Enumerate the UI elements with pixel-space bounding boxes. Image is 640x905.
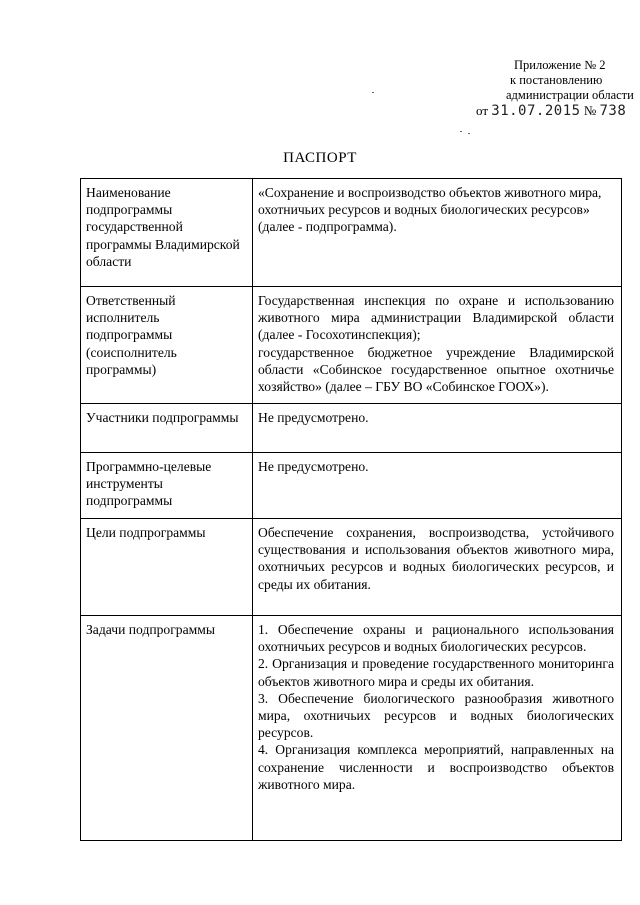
- appendix-number: Приложение № 2: [514, 58, 606, 72]
- row-paragraph: «Сохранение и воспроизводство объектов животного мира, охотничьих ресурсов и водных биологических ресурсов» (далее - подпрограмма).: [258, 185, 602, 235]
- row-paragraph: Не предусмотрено.: [258, 410, 369, 425]
- row-value: [253, 519, 622, 616]
- row-paragraph: Обеспечение сохранения, воспроизводства, устойчивого существования и использования объектов животного мира, охотничьих ресурсов и водных биологических ресурсов, и среды их обитания.: [258, 525, 614, 592]
- row-label: Программно-целевые инструменты подпрограммы: [81, 453, 253, 519]
- row-label: Задачи подпрограммы: [81, 616, 253, 841]
- appendix-reference: к постановлению: [510, 73, 603, 87]
- number-sign: №: [583, 103, 597, 118]
- appendix-authority: администрации области: [506, 88, 634, 102]
- handwritten-date: 31.07.2015: [491, 103, 581, 119]
- row-label: Участники подпрограммы: [81, 404, 253, 453]
- row-paragraph: государственное бюджетное учреждение Владимирской области «Собинское государственное опытное охотничье хозяйство» (далее – ГБУ ВО «Собинское ГООХ»).: [258, 344, 614, 395]
- handwritten-number: 738: [599, 103, 627, 119]
- scan-speck: [460, 131, 462, 132]
- appendix-date-line: [476, 103, 626, 119]
- row-paragraph: 1. Обеспечение охраны и рационального использования охотничьих ресурсов и водных биологических ресурсов.: [258, 622, 614, 655]
- scan-speck: [468, 133, 470, 134]
- table-row: [81, 179, 622, 287]
- row-paragraph: 3. Обеспечение биологического разнообразия животного мира, охотничьих ресурсов и водных биологических ресурсов.: [258, 690, 614, 741]
- row-value: [253, 453, 622, 519]
- row-value: [253, 404, 622, 453]
- row-paragraph: Не предусмотрено.: [258, 459, 369, 474]
- table-row: [81, 519, 622, 616]
- row-value: [253, 287, 622, 404]
- table-row: [81, 616, 622, 841]
- passport-table: [80, 178, 622, 841]
- date-prefix: от: [476, 103, 489, 118]
- row-label: Наименование подпрограммы государственной программы Владимирской области: [81, 179, 253, 287]
- table-row: [81, 453, 622, 519]
- table-row: [81, 404, 622, 453]
- row-paragraph: Государственная инспекция по охране и использованию животного мира администрации Владимирской области (далее - Госохотинспекция);: [258, 293, 614, 343]
- row-paragraph: 2. Организация и проведение государственного мониторинга объектов животного мира и среды их обитания.: [258, 656, 614, 689]
- table-row: [81, 287, 622, 404]
- row-value: [253, 179, 622, 287]
- row-value: [253, 616, 622, 841]
- row-label: Ответственный исполнитель подпрограммы (соисполнитель программы): [81, 287, 253, 404]
- appendix-header: [476, 58, 634, 119]
- page-title: ПАСПОРТ: [283, 150, 357, 166]
- row-paragraph: 4. Организация комплекса мероприятий, направленных на сохранение численности и воспроизводство объектов животного мира.: [258, 742, 614, 792]
- row-label: Цели подпрограммы: [81, 519, 253, 616]
- scan-speck: [372, 92, 374, 93]
